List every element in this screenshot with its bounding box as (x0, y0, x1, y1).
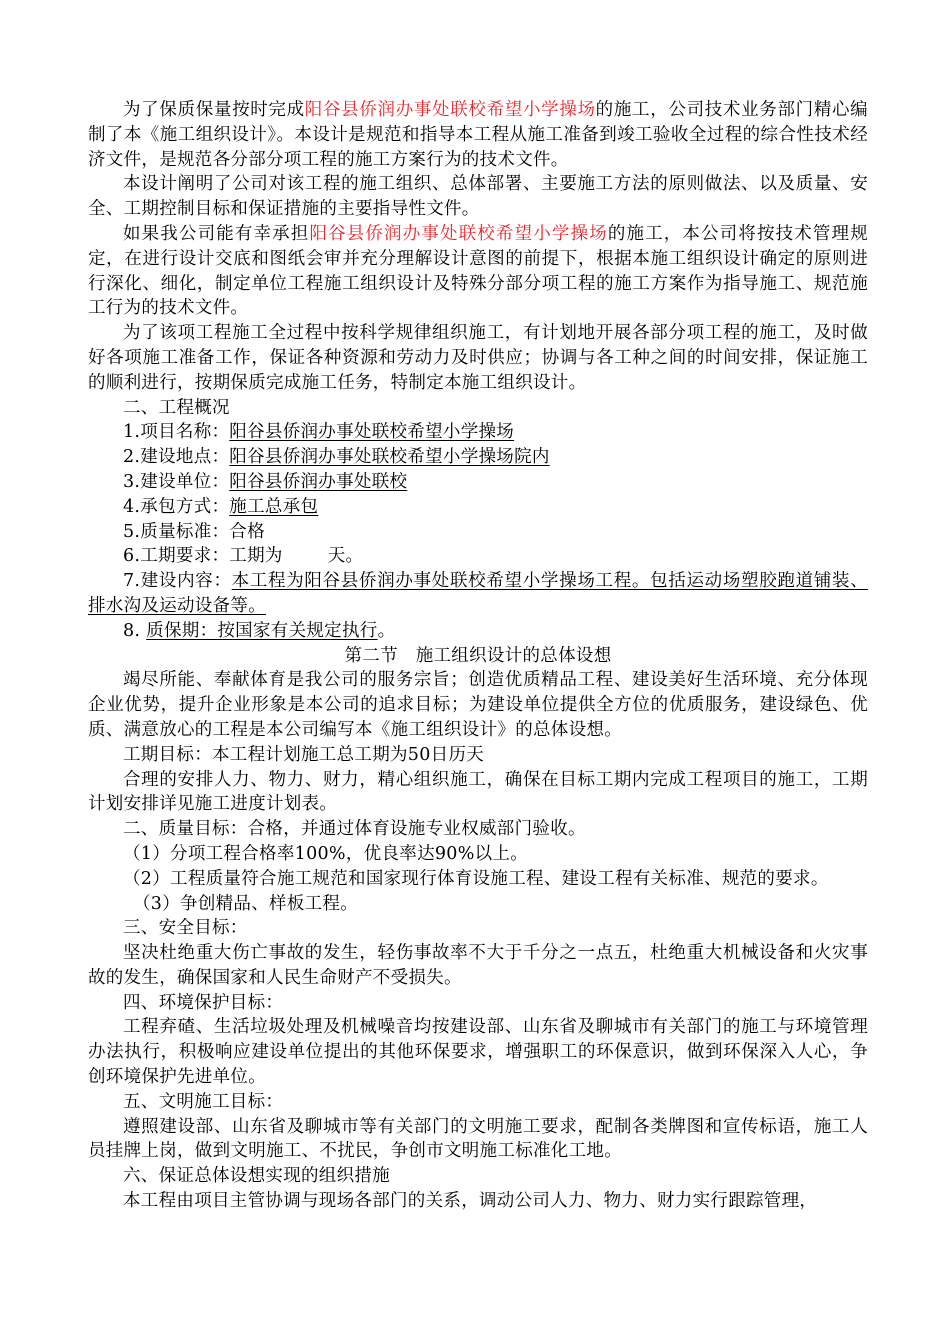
text-run: 如果我公司能有幸承担 (123, 223, 310, 244)
item-label: 5.质量标准： (123, 521, 230, 542)
item-label: 2.建设地点： (123, 447, 230, 468)
text-run: 的施工，公司技术业务部门精心编制了本《施工组织设计》。本设计是规范和指导本工程从施工准备到竣工验收全过程的综合性技术经济文件，是规范各分部分项工程的施工方案行为的技术文件。 (88, 100, 868, 170)
item-end: 。 (377, 620, 396, 641)
civilized-construction-text: 遵照建设部、山东省及聊城市等有关部门的文明施工要求，配制各类牌图和宣传标语，施工人员挂牌上岗，做到文明施工、不扰民，争创市文明施工标准化工地。 (88, 1116, 868, 1162)
item-value: 合格 (229, 521, 265, 542)
item-scope (88, 569, 868, 619)
schedule-goal: 工期目标：本工程计划施工总工期为50日历天 (123, 744, 485, 765)
item-value: 质保期：按国家有关规定执行 (146, 620, 378, 641)
item-label: 1.项目名称： (123, 422, 230, 443)
item-value: 工期为 (229, 546, 283, 567)
item-warranty (88, 619, 868, 644)
item-owner (88, 470, 868, 495)
quality-item-3: （3）争创精品、样板工程。 (133, 893, 359, 914)
quality-item-1: （1）分项工程合格率100%，优良率达90%以上。 (123, 843, 529, 864)
intro-paragraph-1 (88, 98, 868, 172)
item-project-name (88, 420, 868, 445)
organization-heading: 六、保证总体设想实现的组织措施 (123, 1166, 390, 1187)
section-2-title: 第二节 施工组织设计的总体设想 (344, 645, 612, 666)
item-value: 本工程为阳谷县侨润办事处联校希望小学操场工程。包括运动场塑胶跑道铺装、排水沟及运动设备等。 (88, 571, 869, 616)
item-value: 施工总承包 (229, 496, 319, 517)
item-unit: 天。 (327, 546, 364, 567)
item-label: 4.承包方式： (123, 496, 230, 517)
text-run: 的施工，本公司将按技术管理规定，在进行设计交底和图纸会审并充分理解设计意图的前提下，根据本施工组织设计确定的原则进行深化、细化，制定单位工程施工组织设计及特殊分部分项工程的施工方案作为指导施工、规范施工行为的技术文件。 (88, 223, 869, 319)
quality-item-2: （2）工程质量符合施工规范和国家现行体育设施工程、建设工程有关标准、规范的要求。 (123, 868, 829, 889)
item-label: 8. (123, 620, 141, 641)
section-2-paragraph-2: 合理的安排人力、物力、财力，精心组织施工，确保在目标工期内完成工程项目的施工，工期计划安排详见施工进度计划表。 (88, 769, 868, 815)
item-label: 7.建设内容： (123, 571, 232, 592)
item-value: 阳谷县侨润办事处联校 (229, 471, 408, 492)
intro-paragraph-2: 本设计阐明了公司对该工程的施工组织、总体部署、主要施工方法的原则做法、以及质量、安全、工期控制目标和保证措施的主要指导性文件。 (88, 174, 868, 220)
intro-paragraph-3 (88, 222, 868, 321)
quality-goal-heading: 二、质量目标：合格，并通过体育设施专业权威部门验收。 (123, 819, 586, 840)
item-location (88, 445, 868, 470)
document-body (88, 98, 868, 1214)
intro-paragraph-4: 为了该项工程施工全过程中按科学规律组织施工，有计划地开展各部分项工程的施工，及时做好各项施工准备工作，保证各种资源和劳动力及时供应；协调与各工种之间的时间安排，保证施工的顺利进行，按期保质完成施工任务，特制定本施工组织设计。 (88, 323, 868, 393)
project-name-highlight: 阳谷县侨润办事处联校希望小学操场 (304, 100, 596, 120)
overview-heading: 二、工程概况 (123, 397, 230, 418)
safety-text: 坚决杜绝重大伤亡事故的发生，轻伤事故率不大于千分之一点五，杜绝重大机械设备和火灾事故的发生，确保国家和人民生命财产不受损失。 (88, 943, 868, 988)
safety-heading: 三、安全目标： (123, 918, 248, 939)
project-name-highlight: 阳谷县侨润办事处联校希望小学操场 (309, 223, 608, 244)
environment-heading: 四、环境保护目标： (123, 992, 284, 1013)
item-schedule (88, 544, 868, 569)
section-2-paragraph-1: 竭尽所能、奉献体育是我公司的服务宗旨；创造优质精品工程、建设美好生活环境、充分体现企业优势，提升企业形象是本公司的追求目标；为建设单位提供全方位的优质服务，建设绿色、优质、满意放心的工程是本公司编写本《施工组织设计》的总体设想。 (88, 670, 868, 740)
item-label: 6.工期要求： (123, 546, 230, 567)
environment-text: 工程弃碴、生活垃圾处理及机械噪音均按建设部、山东省及聊城市有关部门的施工与环境管理办法执行，积极响应建设单位提出的其他环保要求，增强职工的环保意识，做到环保深入人心，争创环境保护先进单位。 (88, 1017, 868, 1088)
item-value: 阳谷县侨润办事处联校希望小学操场 (229, 422, 515, 443)
item-quality-standard (88, 520, 868, 545)
text-run: 为了保质保量按时完成 (123, 100, 305, 120)
item-contract-type (88, 495, 868, 520)
civilized-construction-heading: 五、文明施工目标： (123, 1091, 284, 1112)
item-value: 阳谷县侨润办事处联校希望小学操场院内 (229, 447, 550, 468)
organization-text: 本工程由项目主管协调与现场各部门的关系，调动公司人力、物力、财力实行跟踪管理， (123, 1191, 818, 1212)
item-label: 3.建设单位： (123, 471, 230, 492)
